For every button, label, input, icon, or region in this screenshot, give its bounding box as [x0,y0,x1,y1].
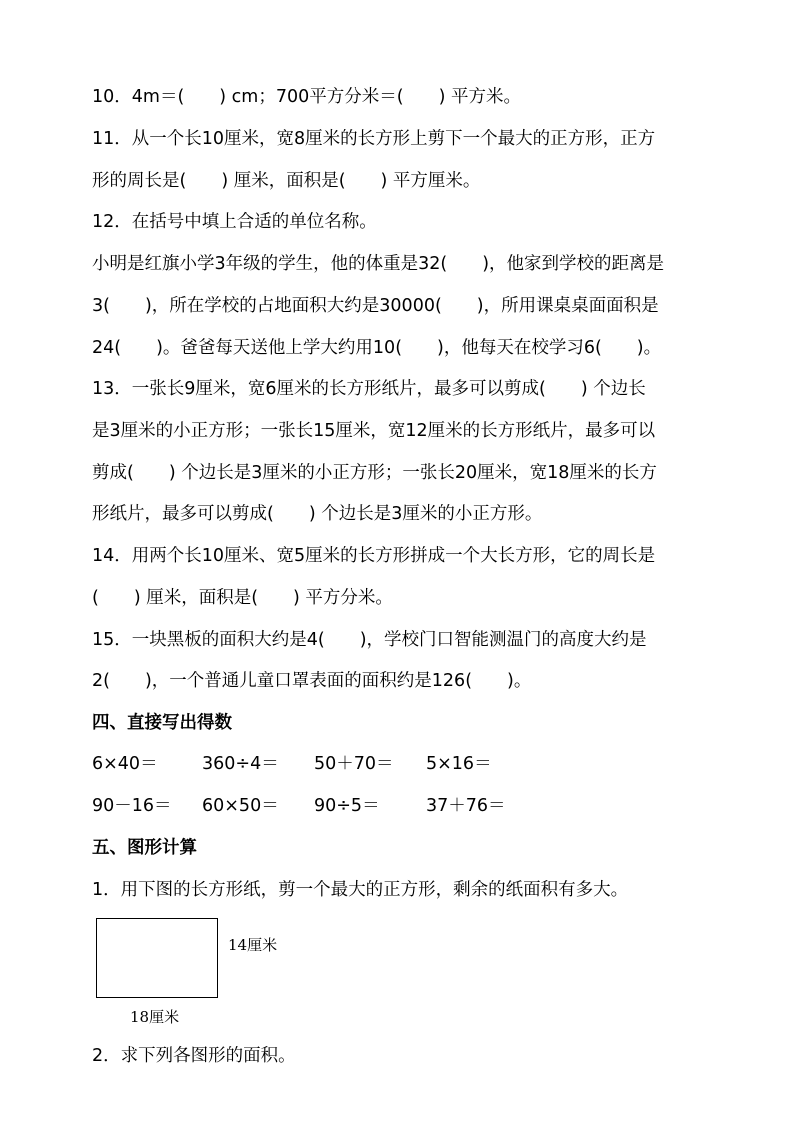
question-12-title: 12．在括号中填上合适的单位名称。 [92,212,377,232]
question-11-line1: 11．从一个长10厘米，宽8厘米的长方形上剪下一个最大的正方形，正方 [92,129,656,149]
question-13-line1: 13．一张长9厘米，宽6厘米的长方形纸片，最多可以剪成( ) 个边长 [92,379,646,399]
height-label: 14厘米 [228,936,278,954]
question-12-line2: 3( )，所在学校的占地面积大约是30000( )，所用课桌桌面面积是 [92,296,659,316]
calc-item: 90÷5＝ [314,796,380,816]
question-13-line4: 形纸片，最多可以剪成( ) 个边长是3厘米的小正方形。 [92,504,543,524]
question-11-line2: 形的周长是( ) 厘米，面积是( ) 平方厘米。 [92,171,481,191]
question-14-line2: ( ) 厘米，面积是( ) 平方分米。 [92,588,393,608]
calc-item: 37＋76＝ [426,796,506,816]
question-10: 10．4m＝( ) cm；700平方分米＝( ) 平方米。 [92,87,521,107]
calc-item: 60×50＝ [202,796,279,816]
question-2: 2．求下列各图形的面积。 [92,1046,296,1066]
question-15-line1: 15．一块黑板的面积大约是4( )，学校门口智能测温门的高度大约是 [92,630,647,650]
question-15-line2: 2( )，一个普通儿童口罩表面的面积约是126( )。 [92,671,532,691]
question-13-line2: 是3厘米的小正方形；一张长15厘米，宽12厘米的长方形纸片，最多可以 [92,421,656,441]
question-12-line1: 小明是红旗小学3年级的学生，他的体重是32( )，他家到学校的距离是 [92,254,665,274]
calc-item: 360÷4＝ [202,754,279,774]
rectangle-figure [96,918,218,998]
section-4-title: 四、直接写出得数 [92,713,232,733]
question-1: 1．用下图的长方形纸，剪一个最大的正方形，剩余的纸面积有多大。 [92,880,629,900]
question-12-line3: 24( )。爸爸每天送他上学大约用10( )，他每天在校学习6( )。 [92,338,662,358]
calc-item: 5×16＝ [426,754,492,774]
question-13-line3: 剪成( ) 个边长是3厘米的小正方形；一张长20厘米，宽18厘米的长方 [92,463,657,483]
question-14-line1: 14．用两个长10厘米、宽5厘米的长方形拼成一个大长方形，它的周长是 [92,546,656,566]
section-5-title: 五、图形计算 [92,838,197,858]
calc-item: 90－16＝ [92,796,172,816]
calc-item: 50＋70＝ [314,754,394,774]
width-label: 18厘米 [130,1008,180,1026]
calc-item: 6×40＝ [92,754,158,774]
